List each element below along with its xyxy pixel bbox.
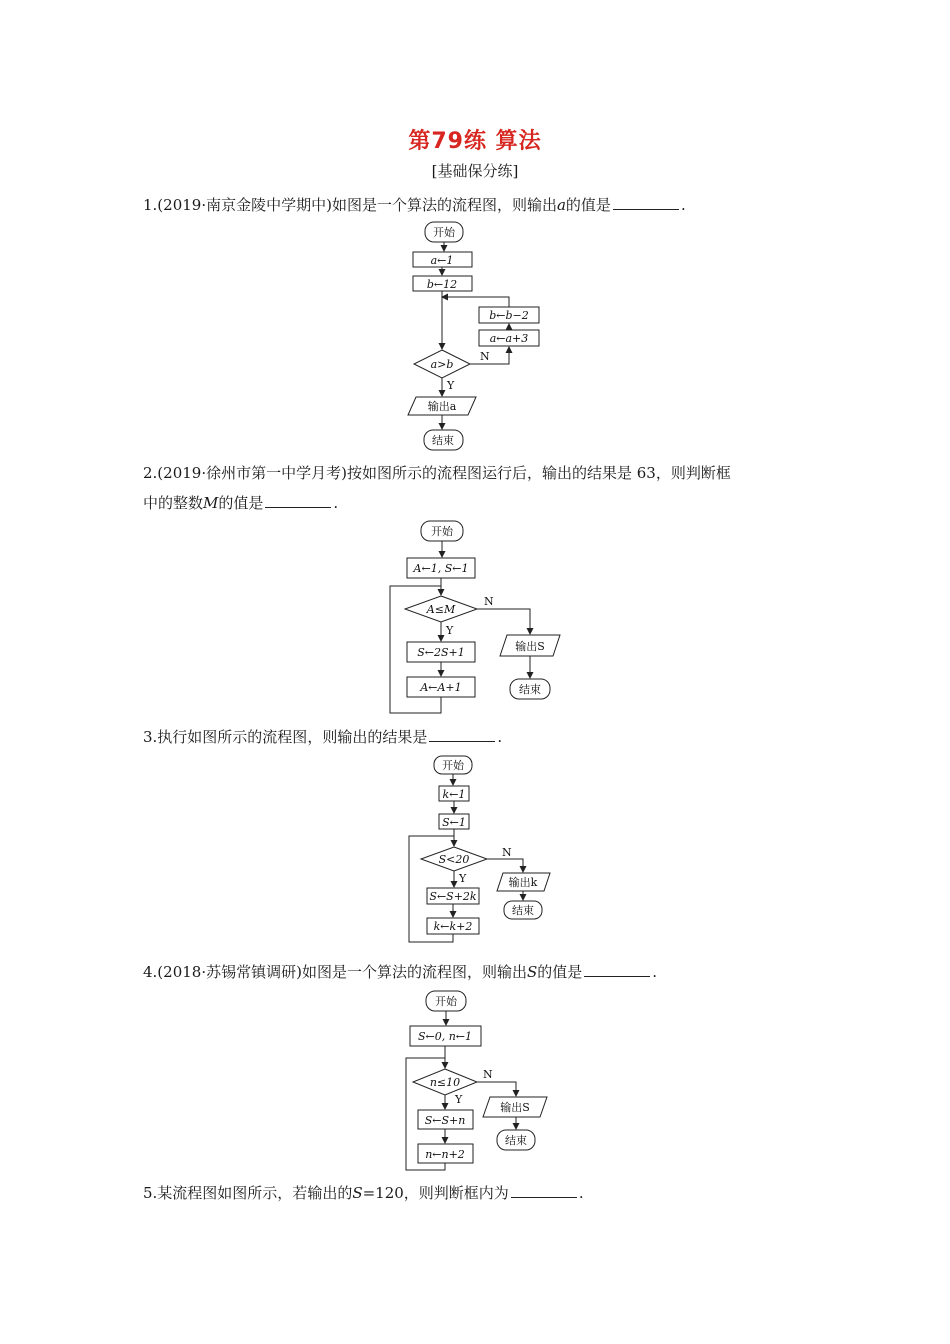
q1-var: a (556, 196, 566, 214)
q4-text-post: 的值是 (537, 963, 583, 981)
flow2-yes-label: Y (446, 624, 454, 637)
page-title: 第79练 算法 (408, 129, 542, 154)
flow2-step-a-label: A←A+1 (420, 681, 462, 694)
flow4-step-n-label: n←n+2 (425, 1148, 465, 1161)
section-label: [基础保分练] (431, 162, 519, 180)
flow4-no-label: N (483, 1068, 493, 1081)
flow4-step-s-label: S←S+n (424, 1114, 466, 1127)
flow1-no-label: N (480, 350, 490, 363)
flow3-init-k-label: k←1 (442, 788, 466, 801)
flow3-output-label: 输出k (508, 876, 538, 889)
flow1-step-b-dec-label: b←b−2 (489, 309, 529, 322)
flow2-step-s-label: S←2S+1 (417, 646, 465, 659)
flow2-output-label: 输出S (515, 640, 545, 653)
flow3-no-label: N (502, 846, 512, 859)
flow1-step-a-inc-label: a←a+3 (489, 332, 529, 345)
q3-end: . (497, 728, 503, 746)
q2-end: . (333, 494, 339, 512)
flow3-end-label: 结束 (512, 904, 534, 917)
q1-text-post: 的值是 (565, 196, 611, 214)
flow2-condition-label: A≤M (426, 603, 456, 616)
flow4-yes-label: Y (455, 1093, 463, 1106)
flow1-condition-label: a>b (430, 358, 454, 371)
q4-end: . (652, 963, 658, 981)
flow1-yes-label: Y (447, 379, 455, 392)
flow2-init-label: A←1, S←1 (413, 562, 469, 575)
q5-end: . (578, 1184, 584, 1202)
flow4-output-label: 输出S (500, 1101, 530, 1114)
q5-text-post: =120，则判断框内为 (362, 1184, 509, 1202)
flow1-step-b-label: b←12 (426, 278, 458, 291)
flow3-step-s-label: S←S+2k (429, 890, 477, 903)
flow4-init-label: S←0, n←1 (417, 1030, 473, 1043)
flow1-output-label: 输出a (427, 400, 457, 413)
q1-end: . (680, 196, 686, 214)
question-5 (143, 1180, 584, 1206)
q3-text: 3.执行如图所示的流程图，则输出的结果是 (143, 728, 428, 746)
flow1-step-a-label: a←1 (430, 254, 454, 267)
q5-text: 5.某流程图如图所示，若输出的 (143, 1184, 353, 1202)
q4-var: S (526, 963, 538, 981)
flow3-step-k-label: k←k+2 (433, 920, 473, 933)
q5-answer-blank[interactable] (511, 1181, 577, 1198)
flow3-init-s-label: S←1 (442, 816, 466, 829)
flow1-end-label: 结束 (432, 434, 454, 447)
q1-text: 1.(2019·南京金陵中学期中)如图是一个算法的流程图，则输出 (143, 196, 557, 214)
flow4-end-label: 结束 (505, 1134, 527, 1147)
flow2-no-label: N (484, 595, 494, 608)
q2-text: 中的整数 (143, 494, 204, 512)
q2-text-post: 的值是 (218, 494, 264, 512)
q2-var: M (203, 494, 219, 512)
question-2-line-1: 2.(2019·徐州市第一中学月考)按如图所示的流程图运行后，输出的结果是 63，则判断框 (143, 464, 731, 482)
flow3-start-label: 开始 (442, 759, 464, 772)
flow2-start-label: 开始 (431, 525, 453, 538)
flow2-end-label: 结束 (519, 683, 541, 696)
flow4-start-label: 开始 (435, 995, 457, 1008)
flow3-condition-label: S<20 (438, 853, 470, 866)
q5-var: S (352, 1184, 363, 1202)
flow3-yes-label: Y (459, 872, 467, 885)
q4-text: 4.(2018·苏锡常镇调研)如图是一个算法的流程图，则输出 (143, 963, 527, 981)
flow4-condition-label: n≤10 (429, 1076, 461, 1089)
flow1-start-label: 开始 (433, 226, 455, 239)
